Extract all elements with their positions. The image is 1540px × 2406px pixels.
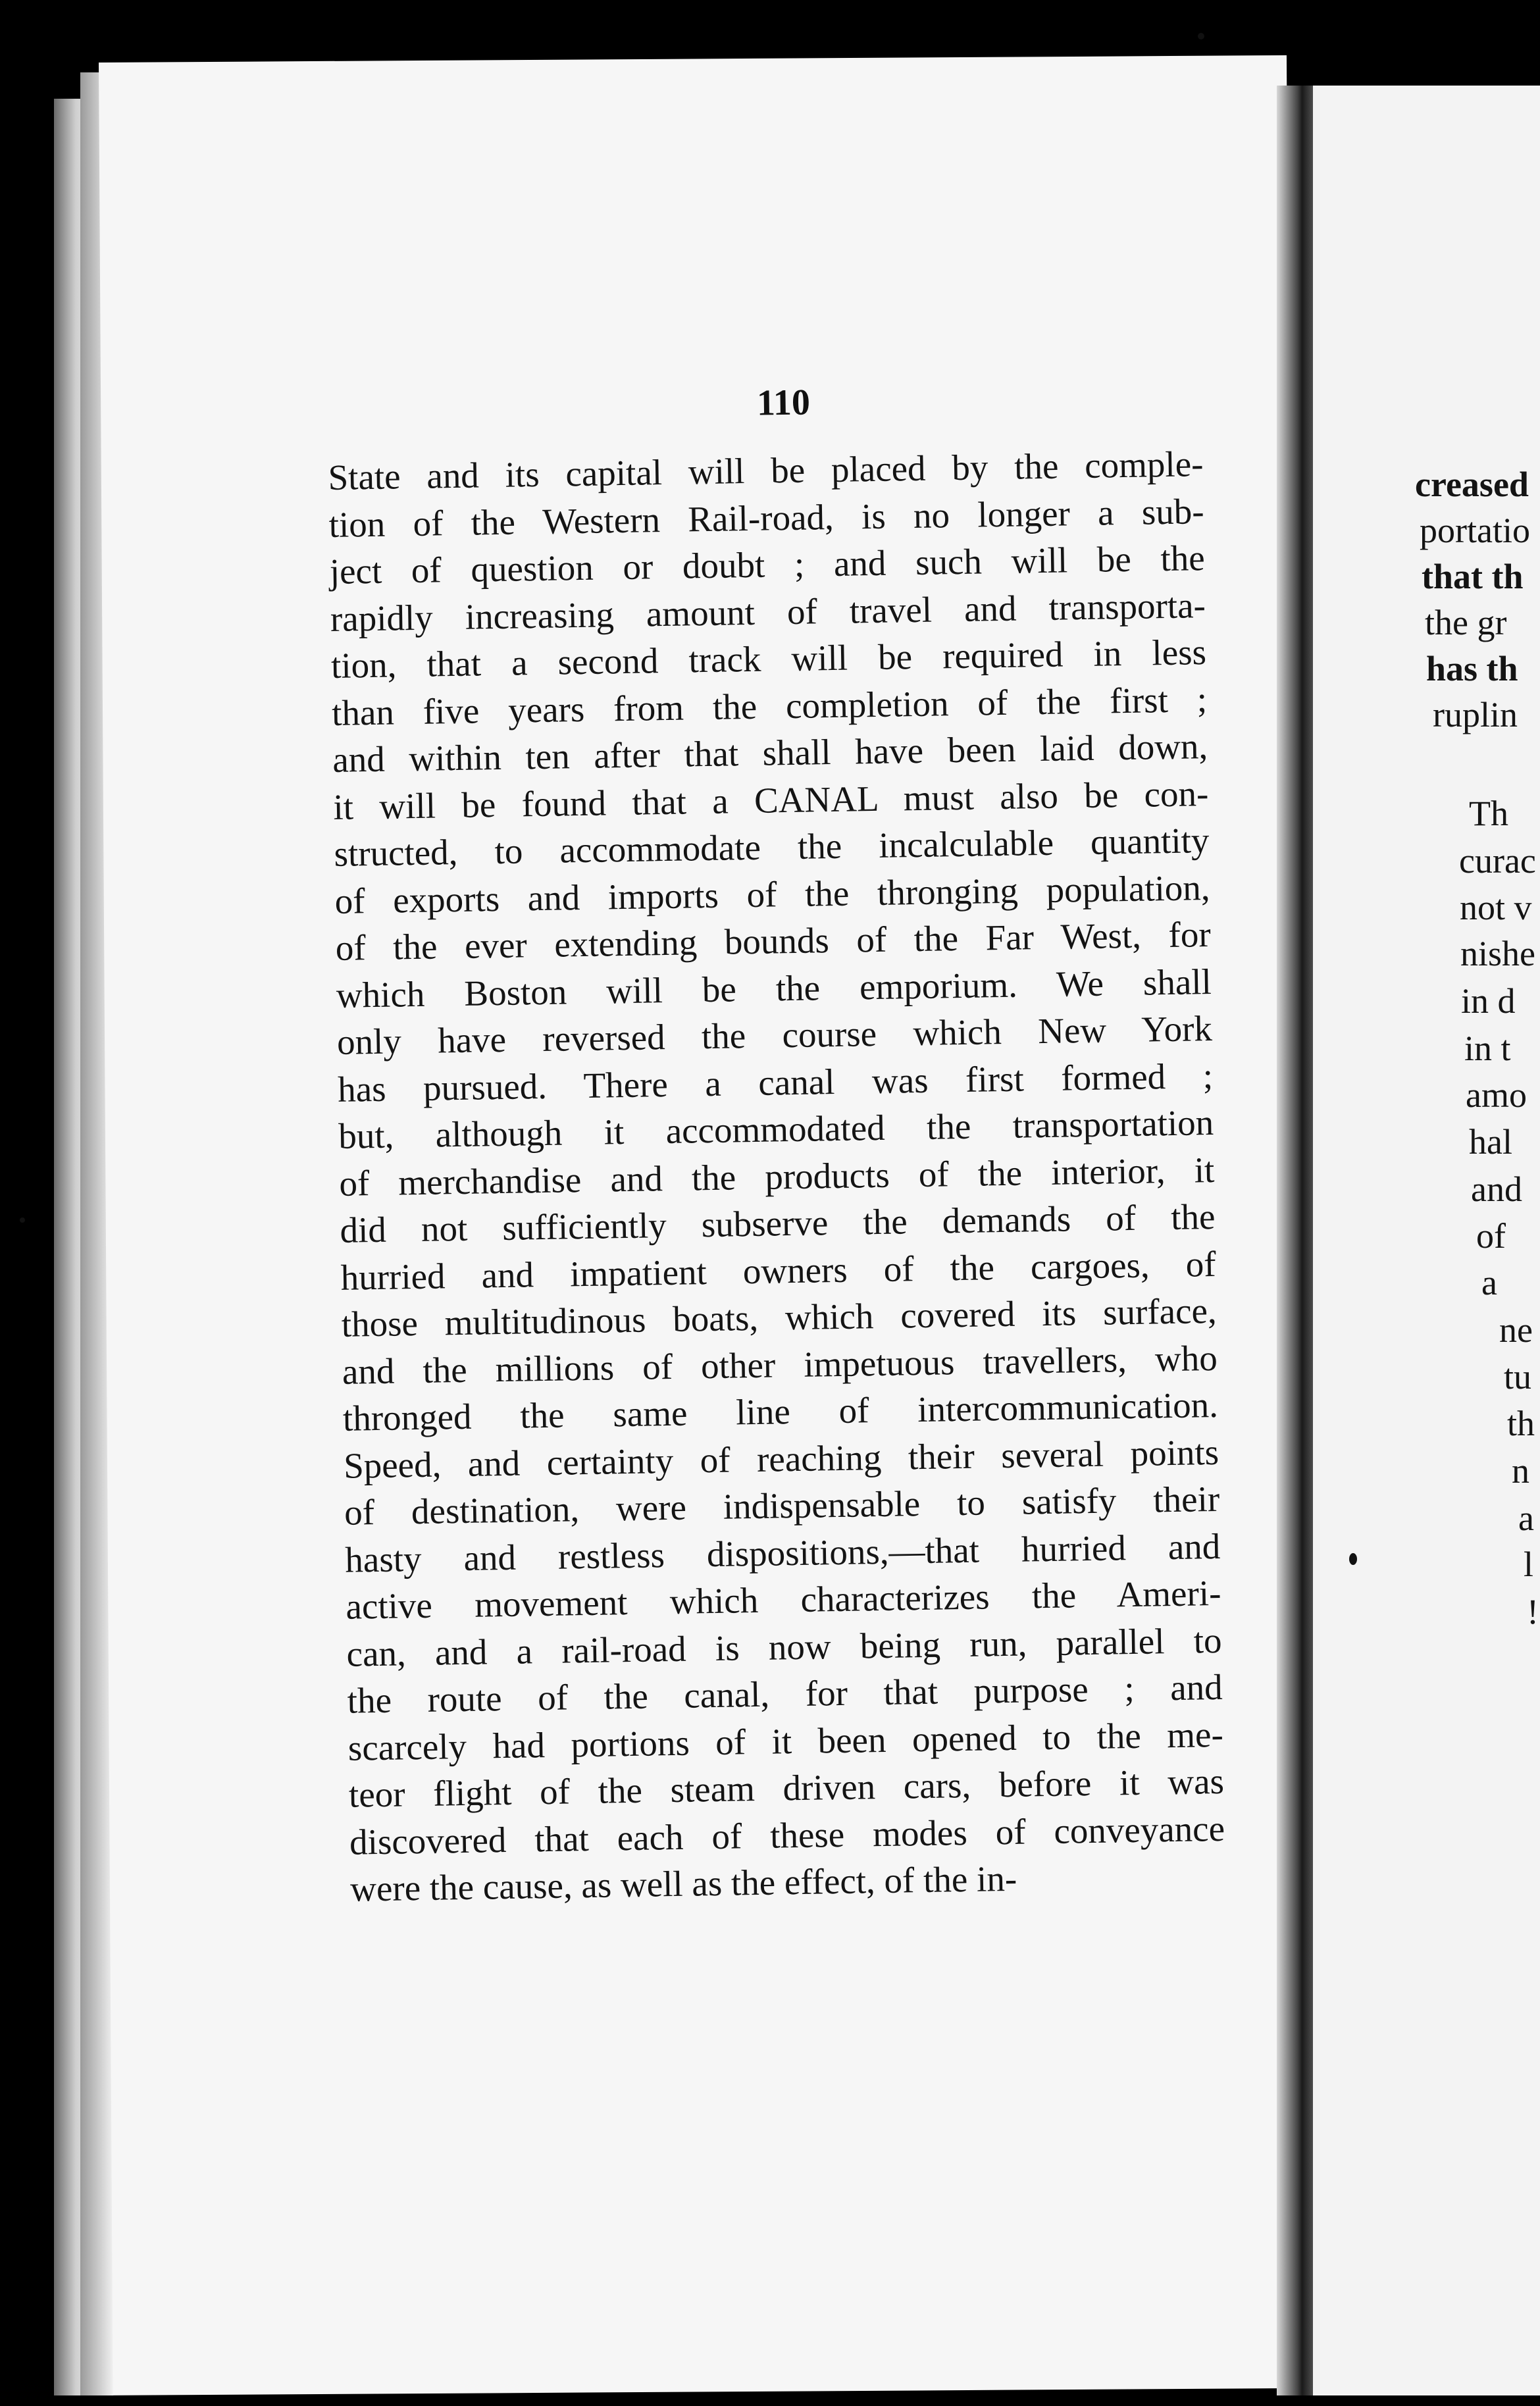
dust-speck <box>1349 1553 1357 1565</box>
facing-text-fragment: a <box>1518 1498 1534 1538</box>
facing-text-fragment: tu <box>1504 1357 1532 1396</box>
text-line: structed, to accommodate the incalculable quantity <box>334 820 1210 874</box>
text-line: did not sufficiently subserve the demands of the <box>340 1196 1216 1250</box>
facing-text-fragment: n <box>1512 1451 1529 1491</box>
text-line: but, although it accommodated the transportation <box>338 1102 1214 1156</box>
text-line: scarcely had portions of it been opened to the me- <box>347 1714 1224 1768</box>
text-line: thronged the same line of intercommunication. <box>342 1384 1219 1439</box>
text-line: tion, that a second track will be required in less <box>330 632 1207 686</box>
facing-text-fragment: Th <box>1469 794 1508 833</box>
facing-text-fragment: th <box>1507 1404 1535 1443</box>
facing-text-fragment: nishe <box>1460 934 1535 973</box>
body-text <box>328 440 1252 1912</box>
page-number: 110 <box>756 382 811 424</box>
text-line: can, and a rail-road is now being run, parallel to <box>346 1620 1222 1674</box>
dust-speck <box>20 1217 25 1223</box>
text-line: Speed, and certainty of reaching their several points <box>343 1431 1219 1486</box>
facing-text-fragment: ! <box>1527 1592 1539 1631</box>
text-line: and within ten after that shall have been laid down, <box>332 726 1208 780</box>
facing-text-fragment: in d <box>1461 981 1516 1021</box>
text-line: and the millions of other impetuous travellers, who <box>342 1337 1218 1392</box>
facing-text-fragment: amo <box>1466 1075 1527 1115</box>
text-line: State and its capital will be placed by the comple- <box>328 444 1204 498</box>
facing-text-fragment: creased <box>1415 465 1529 504</box>
facing-text-fragment: ne <box>1499 1310 1533 1350</box>
dust-speck <box>1198 33 1204 39</box>
text-line: were the cause, as well as the effect, of the in- <box>349 1858 1017 1909</box>
facing-page <box>1313 86 1540 2395</box>
text-line: rapidly increasing amount of travel and transporta- <box>330 584 1206 639</box>
text-line: ject of question or doubt ; and such will be the <box>329 538 1206 592</box>
facing-text-fragment: portatio <box>1420 511 1530 550</box>
text-line: which Boston will be the emporium. We shall <box>336 961 1212 1015</box>
text-line: it will be found that a CANAL must also be con- <box>332 773 1209 827</box>
facing-text-fragment: has th <box>1426 649 1518 688</box>
text-line: of destination, were indispensable to satisfy their <box>344 1478 1220 1533</box>
facing-text-fragment: l <box>1524 1545 1534 1584</box>
text-line: hurried and impatient owners of the cargoes, of <box>340 1243 1216 1298</box>
text-line: of the ever extending bounds of the Far West, for <box>335 914 1212 968</box>
text-line: of exports and imports of the thronging population, <box>334 867 1210 921</box>
facing-text-fragment: curac <box>1459 841 1536 881</box>
facing-text-fragment: and <box>1471 1169 1522 1209</box>
facing-text-fragment: of <box>1476 1216 1506 1256</box>
text-line: the route of the canal, for that purpose ; and <box>347 1666 1223 1721</box>
facing-text-fragment: hal <box>1469 1122 1512 1162</box>
text-line: active movement which characterizes the Ameri- <box>346 1572 1221 1627</box>
facing-text-fragment: not v <box>1460 888 1532 927</box>
text-line: than five years from the completion of the first ; <box>331 678 1208 733</box>
text-line: of merchandise and the products of the interior, it <box>338 1149 1215 1204</box>
text-line: teor flight of the steam driven cars, before it was <box>348 1760 1225 1815</box>
facing-text-fragment: a <box>1481 1263 1497 1302</box>
text-line: those multitudinous boats, which covered its surface, <box>341 1290 1218 1344</box>
facing-text-fragment: that th <box>1422 557 1524 596</box>
text-line: discovered that each of these modes of conveyance <box>349 1808 1225 1862</box>
text-line: only have reversed the course which New York <box>336 1008 1213 1062</box>
text-line: tion of the Western Rail-road, is no longer a sub- <box>328 490 1204 545</box>
facing-text-fragment: ruplin <box>1433 695 1518 734</box>
text-line: hasty and restless dispositions,—that hurried and <box>344 1525 1221 1580</box>
facing-text-fragment: the gr <box>1425 603 1507 642</box>
text-line: has pursued. There a canal was first formed ; <box>337 1055 1214 1110</box>
facing-text-fragment: in t <box>1464 1029 1511 1068</box>
